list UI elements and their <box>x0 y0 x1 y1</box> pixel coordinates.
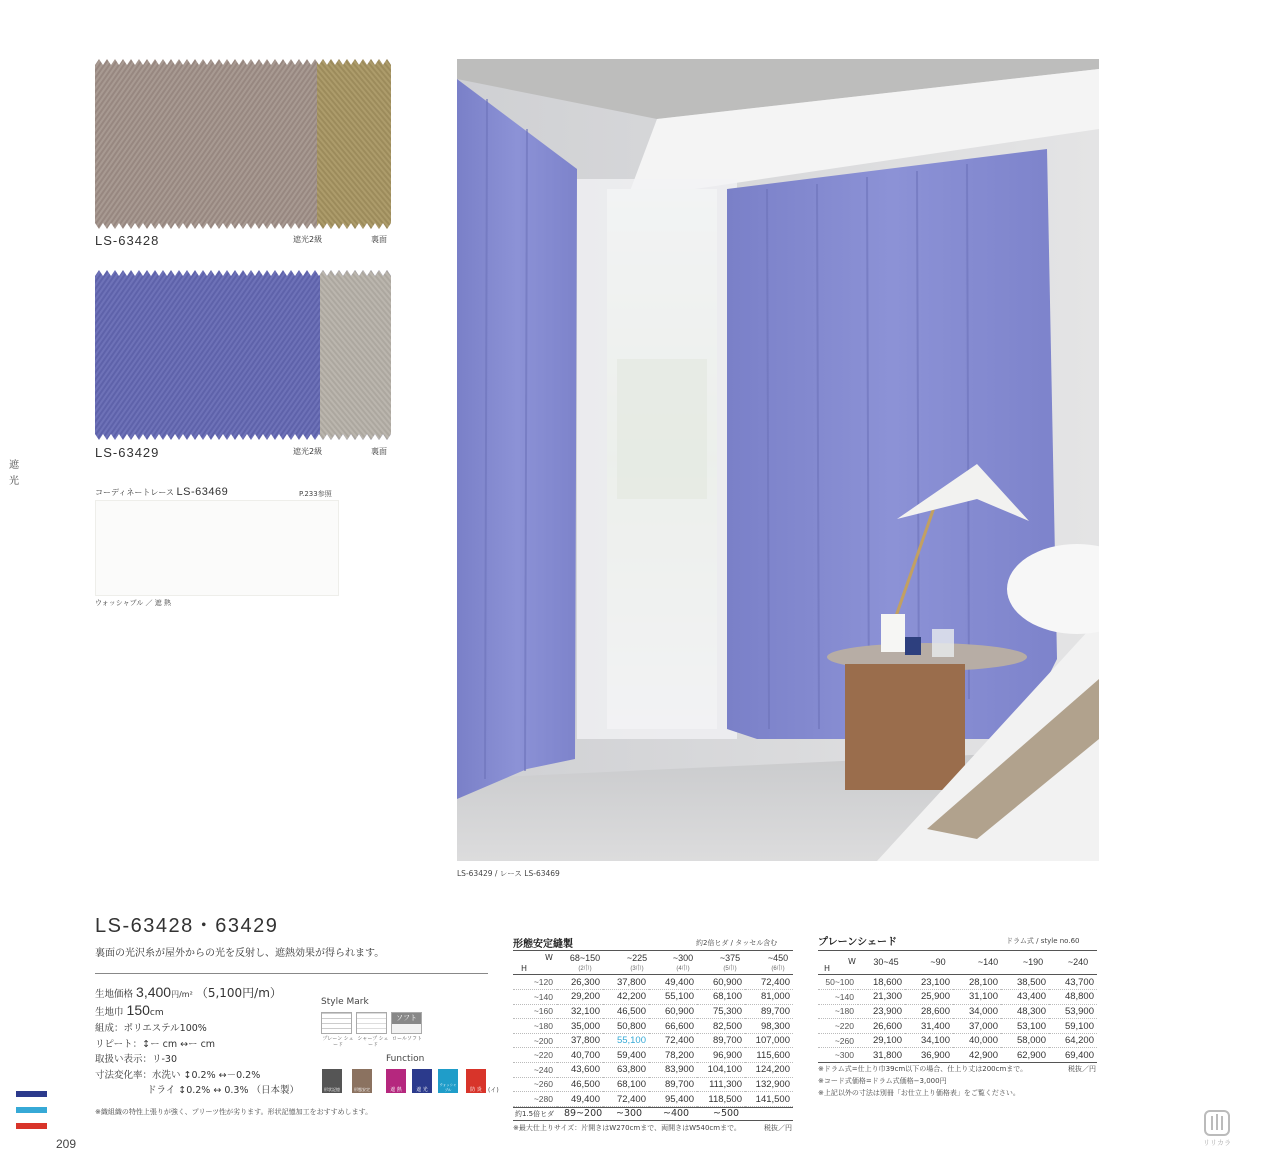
table-row <box>513 1033 793 1048</box>
price-cell: 81,000 <box>745 990 793 1005</box>
price-cell: 49,400 <box>649 975 697 990</box>
row-header: ~140 <box>513 990 557 1005</box>
price-cell: 38,500 <box>1001 975 1049 990</box>
back-side-label: 裏面 <box>371 235 387 244</box>
price-cell: 46,500 <box>557 1077 603 1092</box>
price-cell: 55,100 <box>649 990 697 1005</box>
flame-suffix: (イ) <box>488 1087 499 1094</box>
price-cell: 95,400 <box>649 1092 697 1107</box>
price-cell: 63,800 <box>603 1063 649 1078</box>
color-bar-red <box>16 1123 47 1129</box>
color-bar-sky <box>16 1107 47 1113</box>
function-title: Function <box>386 1054 425 1064</box>
table2-col-header: ~90 <box>930 957 946 967</box>
row-header: ~200 <box>513 1033 557 1048</box>
swatch-code: LS-63428 <box>95 233 160 248</box>
style-mark-icons <box>321 1012 421 1048</box>
price-cell: 43,600 <box>557 1063 603 1078</box>
price-cell: 115,600 <box>745 1048 793 1063</box>
price-cell: 59,100 <box>1049 1019 1097 1034</box>
shrink-wash: 寸法変化率：水洗い ↕0.2% ↔－0.2% <box>95 1069 261 1081</box>
table2-body <box>818 975 1097 1063</box>
price-cell: 55,100 <box>603 1033 649 1048</box>
price-cell: 89,700 <box>745 1004 793 1019</box>
form-stable-icon: 形態安定 <box>352 1069 372 1093</box>
table-row <box>818 1004 1097 1019</box>
price-cell: 72,400 <box>745 975 793 990</box>
table-row <box>513 1063 793 1078</box>
table1-col-header: ~375 (5巾) <box>719 953 741 972</box>
composition: 組成：ポリエステル100% <box>95 1023 207 1034</box>
price-cell: 18,600 <box>858 975 905 990</box>
coordinate-lace-heading: コーディネートレース LS-63469 <box>95 486 229 498</box>
table1-note: ※最大仕上りサイズ：片開きはW270cmまで、両開きはW540cmまで。 <box>513 1124 741 1132</box>
row-header: ~260 <box>818 1033 858 1048</box>
price-cell: 23,900 <box>858 1004 905 1019</box>
table1-body <box>513 975 793 1107</box>
price-cell: 29,200 <box>557 990 603 1005</box>
table2-subtitle: ドラム式 / style no.60 <box>1006 937 1080 945</box>
price-cell: 53,900 <box>1049 1004 1097 1019</box>
row-header: ~120 <box>513 975 557 990</box>
row-header: ~180 <box>513 1019 557 1034</box>
table1-footer: 約1.5倍ヒダ 89~200 ~300 ~400 ~500 <box>513 1107 793 1121</box>
heat-shield-icon: 遮 熱 <box>386 1069 406 1093</box>
price-cell: 98,300 <box>745 1019 793 1034</box>
price-cell: 42,900 <box>953 1048 1001 1063</box>
table2-title: プレーンシェード <box>818 937 897 948</box>
side-label: 遮 光 <box>9 460 19 487</box>
price-cell: 21,300 <box>858 990 905 1005</box>
table1-subtitle: 約2倍ヒダ / タッセル含む <box>696 939 778 947</box>
table1-title: 形態安定縫製 <box>513 939 573 950</box>
table2-tax: 税抜／円 <box>1068 1065 1096 1073</box>
price-cell: 25,900 <box>905 990 953 1005</box>
row-header: ~300 <box>818 1048 858 1063</box>
price-cell: 29,100 <box>858 1033 905 1048</box>
table1-tax: 税抜／円 <box>764 1124 792 1132</box>
price-cell: 96,900 <box>697 1048 745 1063</box>
style-label: シャープ シェード <box>357 1036 389 1048</box>
price-cell: 53,100 <box>1001 1019 1049 1034</box>
fabric-footnote: ※織組織の特性上張りが強く、プリーツ性が劣ります。形状記憶加工をおすすめします。 <box>95 1108 373 1116</box>
blackout-grade: 遮光2級 <box>293 447 323 456</box>
price-cell: 50,800 <box>603 1019 649 1034</box>
swatch-ls63428 <box>95 59 391 229</box>
style-mark-title: Style Mark <box>321 997 369 1007</box>
table2-header: W H 30~45 ~90 ~140 ~190 ~240 <box>818 951 1097 975</box>
price-cell: 32,100 <box>557 1004 603 1019</box>
row-header: ~280 <box>513 1092 557 1107</box>
table2-col-header: ~240 <box>1067 957 1089 967</box>
table-row <box>818 1048 1097 1063</box>
table2-notes: ※ドラム式=仕上り巾39cm以下の場合、仕上り丈は200cmまで。 ※コード式価格=ドラム式価格−3,000円 ※上記以外の寸法は別冊「お仕立上り価格表」をご覧ください。 <box>818 1065 1028 1097</box>
price-cell: 59,400 <box>603 1048 649 1063</box>
color-bar-navy <box>16 1091 47 1097</box>
swatch-code: LS-63429 <box>95 445 160 460</box>
price-cell: 42,200 <box>603 990 649 1005</box>
price-cell: 66,600 <box>649 1019 697 1034</box>
table1-col-header: 68~150 (2巾) <box>569 953 601 972</box>
price-cell: 43,700 <box>1049 975 1097 990</box>
table2-col-header: ~190 <box>1022 957 1044 967</box>
price-cell: 48,800 <box>1049 990 1097 1005</box>
price-cell: 68,100 <box>697 990 745 1005</box>
sharp-shade-icon <box>356 1012 387 1034</box>
table-row <box>513 1092 793 1107</box>
row-header: ~240 <box>513 1063 557 1078</box>
price-cell: 141,500 <box>745 1092 793 1107</box>
price-cell: 31,800 <box>858 1048 905 1063</box>
price-cell: 37,800 <box>603 975 649 990</box>
table1 <box>513 950 793 1121</box>
repeat: リピート：↕ー cm ↔ー cm <box>95 1038 216 1050</box>
row-header: ~160 <box>513 1004 557 1019</box>
lace-features: ウォッシャブル ／ 遮 熱 <box>95 599 171 607</box>
blackout-grade: 遮光2級 <box>293 235 323 244</box>
row-header: 50~100 <box>818 975 858 990</box>
table1-col-header: ~300 (4巾) <box>672 953 694 972</box>
price-cell: 31,100 <box>953 990 1001 1005</box>
table-row <box>818 990 1097 1005</box>
table-row <box>818 1019 1097 1034</box>
price-cell: 89,700 <box>649 1077 697 1092</box>
product-title: LS-63428・63429 <box>95 915 279 937</box>
price-cell: 124,200 <box>745 1063 793 1078</box>
price-cell: 37,800 <box>557 1033 603 1048</box>
price-cell: 26,600 <box>858 1019 905 1034</box>
table-row <box>818 975 1097 990</box>
price-cell: 62,900 <box>1001 1048 1049 1063</box>
price-cell: 60,900 <box>697 975 745 990</box>
price-cell: 83,900 <box>649 1063 697 1078</box>
price-cell: 28,100 <box>953 975 1001 990</box>
price-cell: 111,300 <box>697 1077 745 1092</box>
table-row <box>513 990 793 1005</box>
lace-swatch <box>95 500 339 596</box>
shrink-dry: ドライ ↕0.2% ↔ 0.3% （日本製） <box>147 1085 300 1096</box>
price-cell: 35,000 <box>557 1019 603 1034</box>
price-cell: 78,200 <box>649 1048 697 1063</box>
roll-soft-icon <box>391 1012 422 1034</box>
row-header: ~260 <box>513 1077 557 1092</box>
price-cell: 104,100 <box>697 1063 745 1078</box>
price-cell: 132,900 <box>745 1077 793 1092</box>
brand-logo: リリカラ <box>1200 1110 1234 1150</box>
price-cell: 49,400 <box>557 1092 603 1107</box>
page-number: 209 <box>56 1137 77 1151</box>
table1-col-header: ~225 (3巾) <box>626 953 648 972</box>
price-cell: 107,000 <box>745 1033 793 1048</box>
table-row <box>513 1004 793 1019</box>
function-icons <box>322 1069 502 1099</box>
table2 <box>818 950 1097 1063</box>
price-cell: 31,400 <box>905 1019 953 1034</box>
table1-col-header: ~450 (6巾) <box>767 953 789 972</box>
product-description: 裏面の光沢糸が屋外からの光を反射し、遮熱効果が得られます。 <box>95 948 385 959</box>
spec-block <box>95 985 325 1099</box>
style-label: ロールソフト <box>392 1036 422 1042</box>
price-cell: 118,500 <box>697 1092 745 1107</box>
price-cell: 72,400 <box>603 1092 649 1107</box>
price-cell: 28,600 <box>905 1004 953 1019</box>
price-cell: 68,100 <box>603 1077 649 1092</box>
table-row <box>513 1048 793 1063</box>
price-cell: 34,000 <box>953 1004 1001 1019</box>
price-cell: 69,400 <box>1049 1048 1097 1063</box>
price-line: 生地価格 3,400円/m² （5,100円/m） <box>95 984 282 1000</box>
blackout-icon: 遮 光 <box>412 1069 432 1093</box>
row-header: ~140 <box>818 990 858 1005</box>
table-row <box>513 975 793 990</box>
price-cell: 82,500 <box>697 1019 745 1034</box>
price-cell: 89,700 <box>697 1033 745 1048</box>
plain-shade-icon <box>321 1012 352 1034</box>
table-row <box>513 1077 793 1092</box>
table1-header: W H 68~150 (2巾) ~225 (3巾) ~300 (4巾) ~375 (5巾) ~450 (6巾) <box>513 951 793 975</box>
price-cell: 58,000 <box>1001 1033 1049 1048</box>
table-row <box>513 1019 793 1034</box>
price-cell: 75,300 <box>697 1004 745 1019</box>
price-cell: 60,900 <box>649 1004 697 1019</box>
price-cell: 34,100 <box>905 1033 953 1048</box>
row-header: ~180 <box>818 1004 858 1019</box>
price-cell: 40,000 <box>953 1033 1001 1048</box>
care-label: 取扱い表示：リ-30 <box>95 1054 178 1065</box>
shape-memory-icon: 形状記憶 <box>322 1069 342 1093</box>
price-cell: 46,500 <box>603 1004 649 1019</box>
table-row <box>818 1033 1097 1048</box>
table2-col-header: 30~45 <box>873 957 899 967</box>
swatch-ls63429 <box>95 270 391 440</box>
price-cell: 43,400 <box>1001 990 1049 1005</box>
back-side-label: 裏面 <box>371 447 387 456</box>
flame-retardant-icon: 防 炎 <box>466 1069 486 1093</box>
price-cell: 23,100 <box>905 975 953 990</box>
price-cell: 37,000 <box>953 1019 1001 1034</box>
title-rule <box>95 973 488 974</box>
photo-caption: LS-63429 / レース LS-63469 <box>457 869 560 878</box>
row-header: ~220 <box>818 1019 858 1034</box>
width-line: 生地巾 150cm <box>95 1001 164 1018</box>
washable-icon: ウォッシャブル <box>438 1069 458 1093</box>
price-cell: 26,300 <box>557 975 603 990</box>
row-header: ~220 <box>513 1048 557 1063</box>
price-cell: 64,200 <box>1049 1033 1097 1048</box>
price-cell: 36,900 <box>905 1048 953 1063</box>
style-label: プレーン シェード <box>322 1036 354 1048</box>
room-photo <box>457 59 1099 861</box>
price-cell: 40,700 <box>557 1048 603 1063</box>
page-reference: P.233参照 <box>299 490 332 498</box>
price-cell: 48,300 <box>1001 1004 1049 1019</box>
soft-badge: ソフト <box>392 1013 421 1024</box>
price-cell: 72,400 <box>649 1033 697 1048</box>
table2-col-header: ~140 <box>977 957 999 967</box>
